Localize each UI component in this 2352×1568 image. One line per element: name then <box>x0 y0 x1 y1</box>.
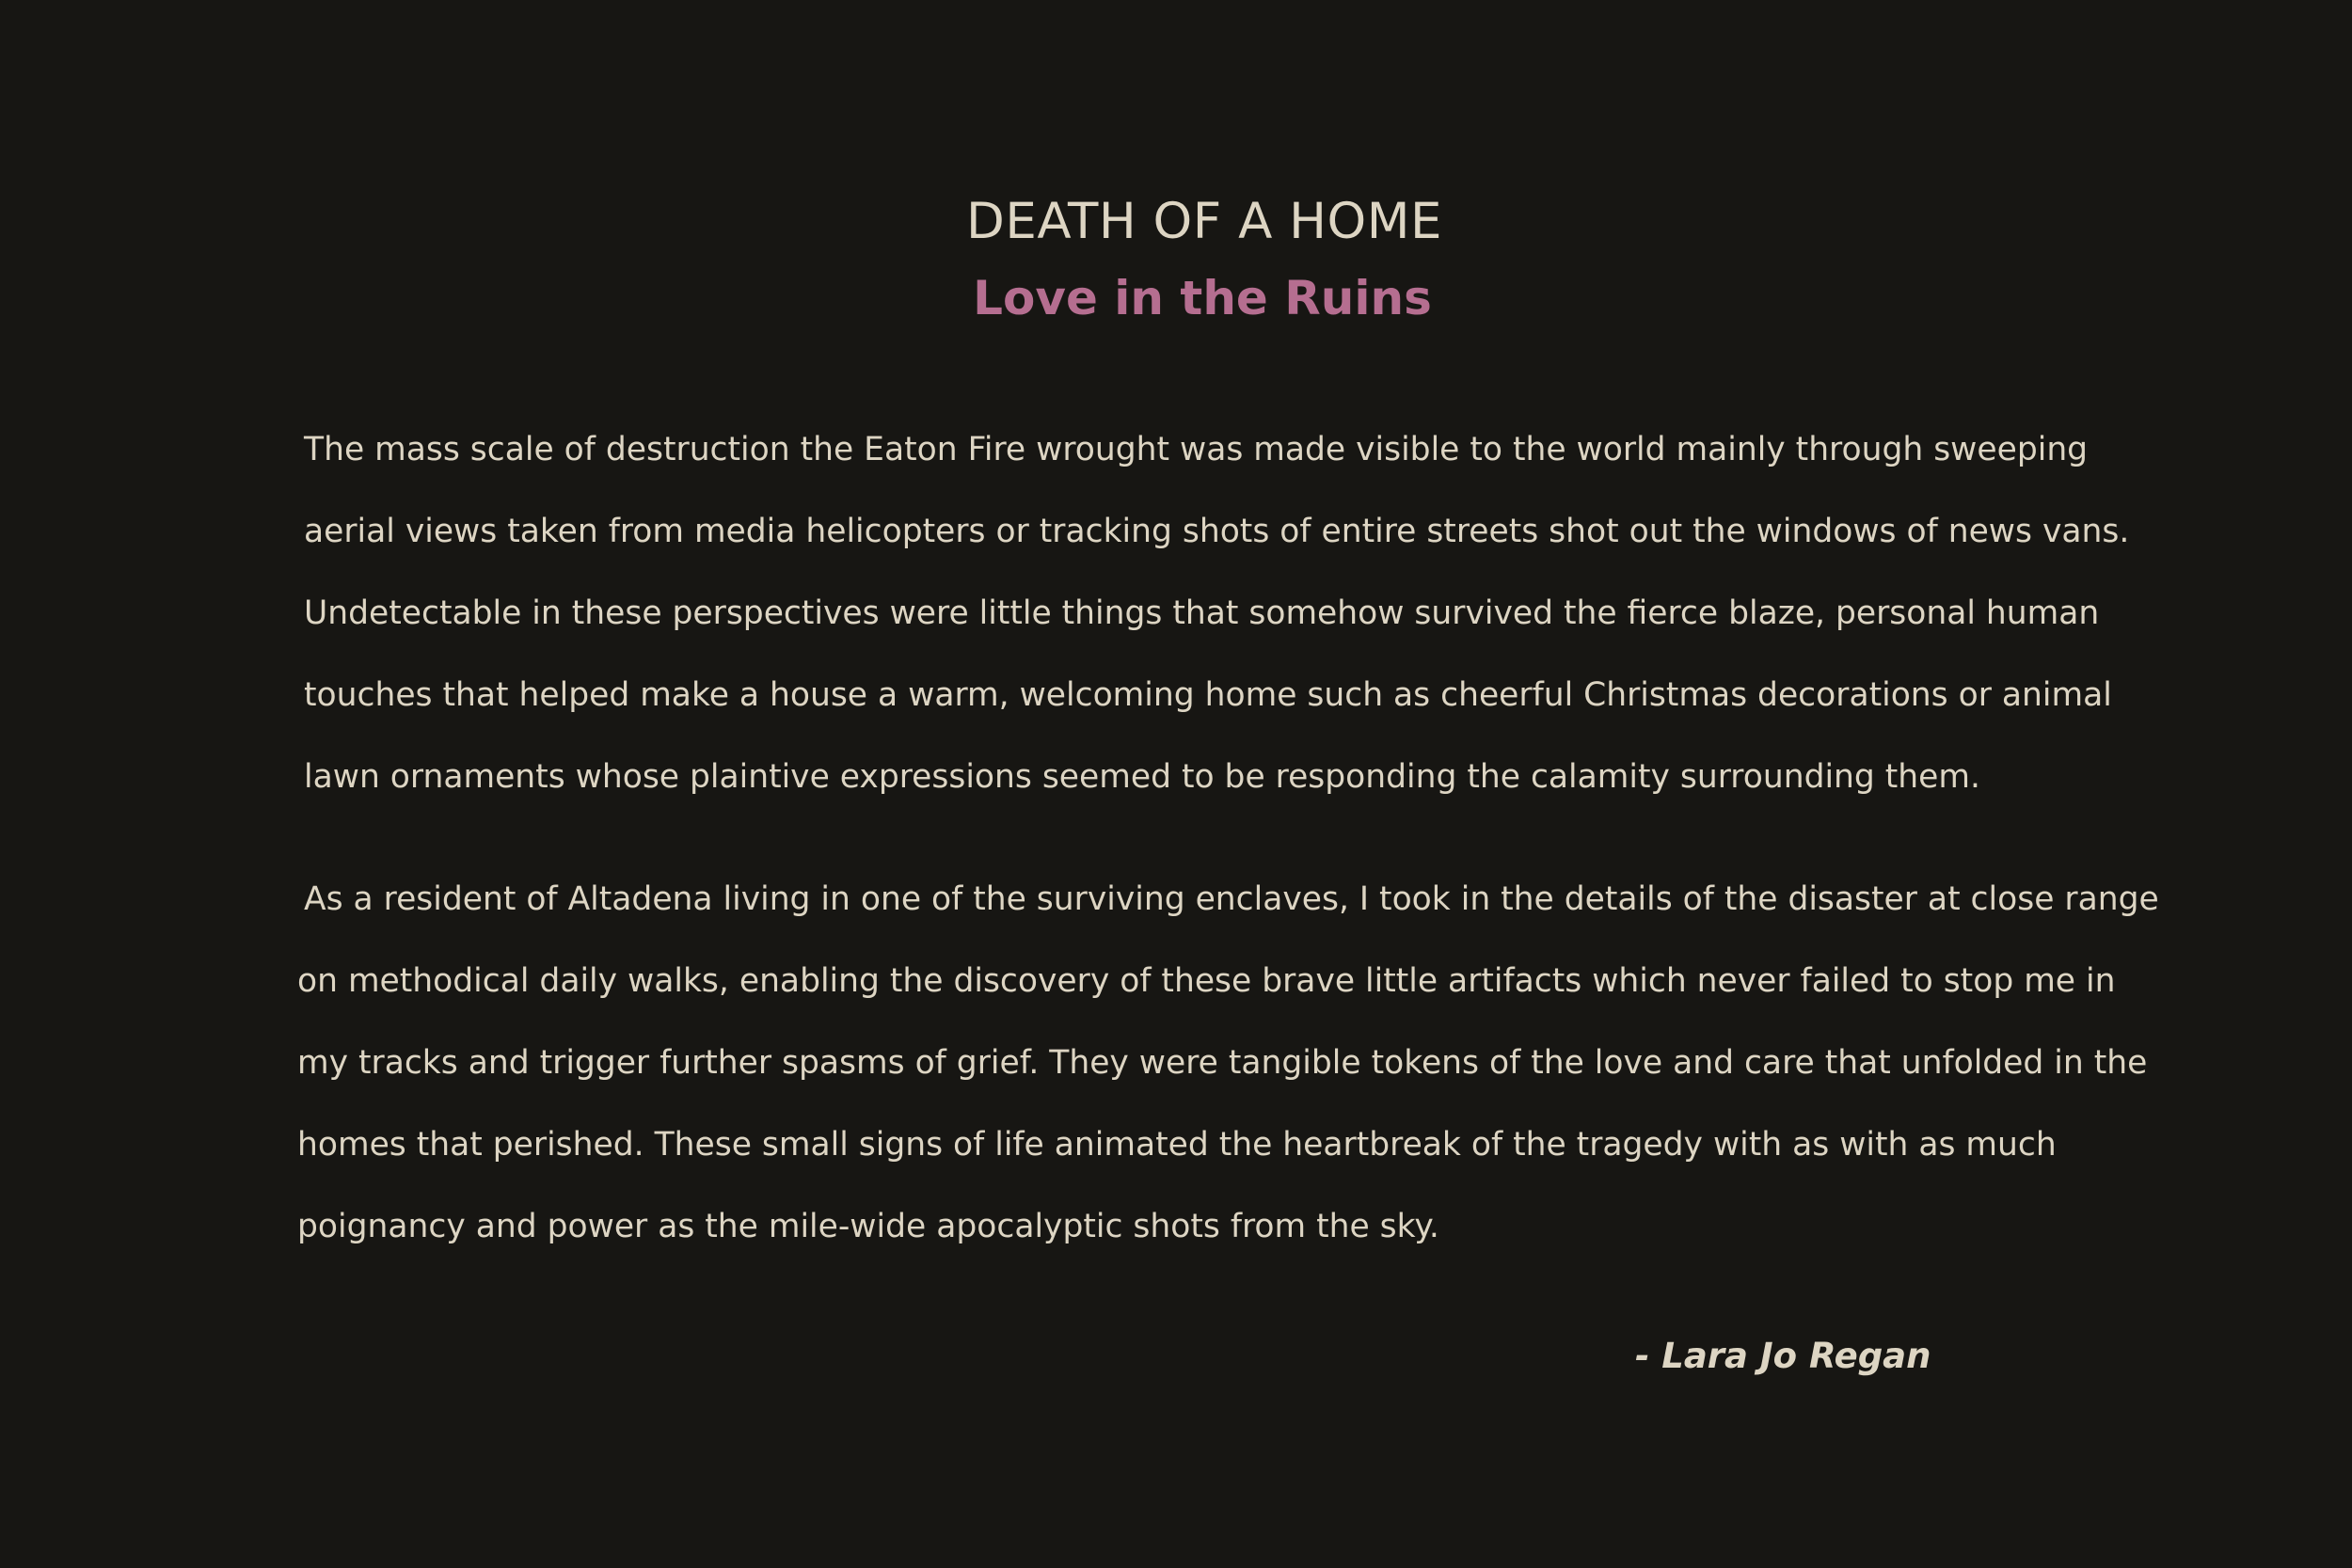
paragraph-line: aerial views taken from media helicopters or tracking shots of entire streets shot out the windows of news vans. <box>304 513 2130 550</box>
paragraph-line: The mass scale of destruction the Eaton Fire wrought was made visible to the world mainly through sweeping <box>304 431 2089 468</box>
author-signature: - Lara Jo Regan <box>1635 1336 1931 1376</box>
paragraph-line: on methodical daily walks, enabling the discovery of these brave little artifacts which never failed to stop me in <box>297 962 2116 1000</box>
page-subtitle: Love in the Ruins <box>973 271 1432 325</box>
paragraph-1 <box>304 409 2130 818</box>
paragraph-line: Undetectable in these perspectives were little things that somehow survived the fierce blaze, personal human <box>304 594 2100 632</box>
paragraph-line: As a resident of Altadena living in one of the surviving enclaves, I took in the details of the disaster at close range <box>304 880 2159 918</box>
paragraph-line: poignancy and power as the mile-wide apocalyptic shots from the sky. <box>297 1208 1439 1245</box>
paragraph-line: lawn ornaments whose plaintive expressions seemed to be responding the calamity surrounding them. <box>304 758 1980 796</box>
paragraph-2 <box>297 859 2159 1268</box>
page-title: DEATH OF A HOME <box>966 193 1442 250</box>
paragraph-line: my tracks and trigger further spasms of grief. They were tangible tokens of the love and care that unfolded in the <box>297 1044 2148 1082</box>
paragraph-line: touches that helped make a house a warm, welcoming home such as cheerful Christmas decorations or animal <box>304 676 2112 714</box>
paragraph-line: homes that perished. These small signs of life animated the heartbreak of the tragedy with as with as much <box>297 1126 2057 1164</box>
